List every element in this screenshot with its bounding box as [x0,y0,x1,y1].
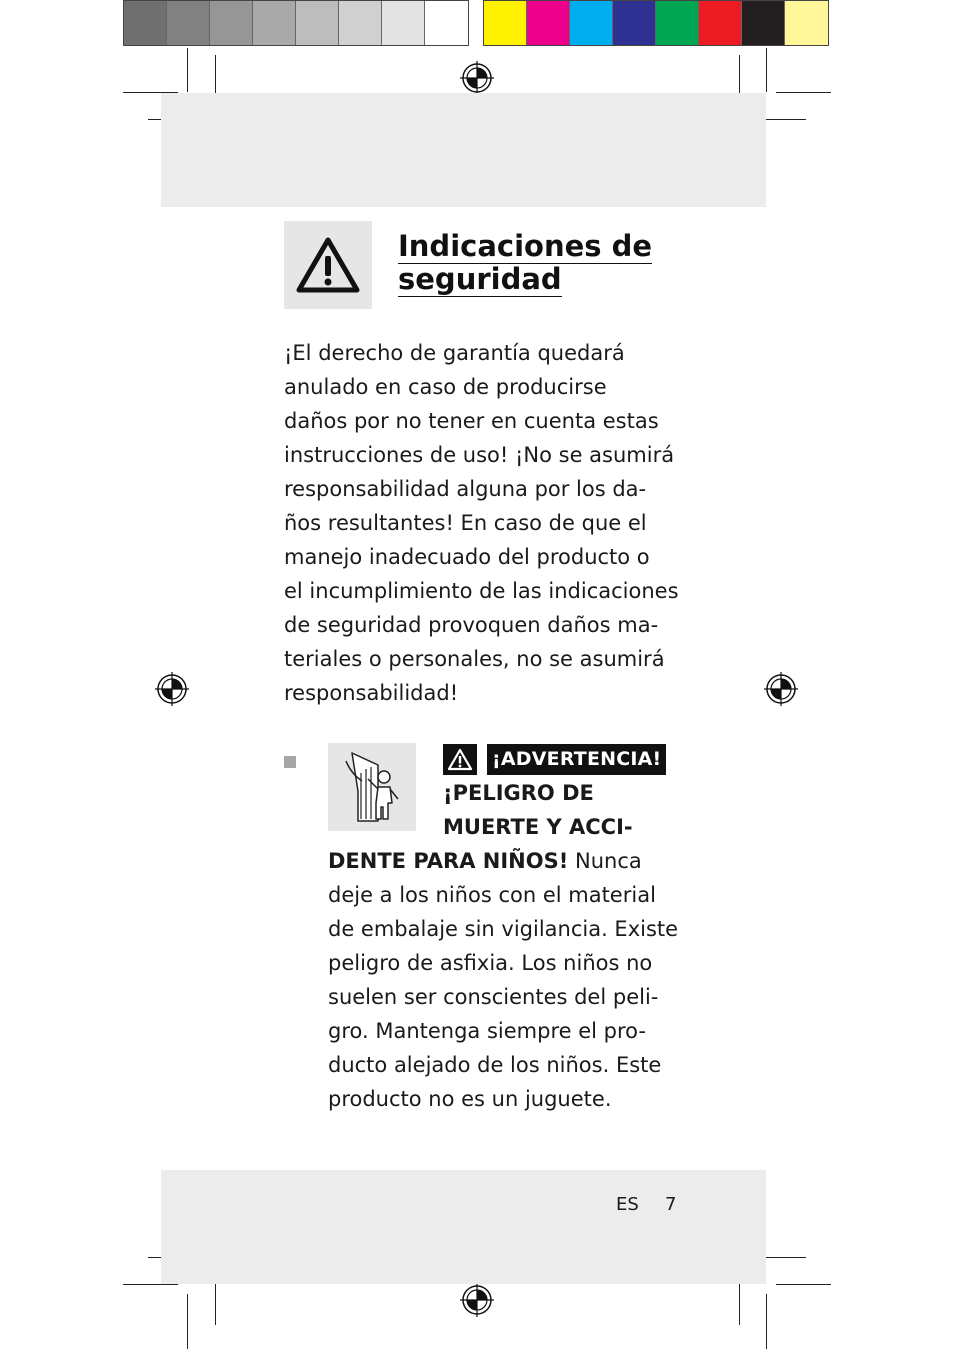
paragraph-line: manejo inadecuado del producto o [284,545,650,569]
crop-mark [215,1279,216,1325]
gray-swatch [124,1,167,45]
gray-swatch [382,1,425,45]
section-title-line: seguridad [398,262,562,296]
color-swatch [785,1,828,45]
warning-heading-text: MUERTE Y ACCI- [443,815,633,839]
color-swatch [656,1,699,45]
paragraph-line: anulado en caso de producirse [284,375,607,399]
warning-body-line: ducto alejado de los niños. Este [328,1053,662,1077]
warning-body-line: de embalaje sin vigilancia. Existe [328,917,679,941]
crop-mark [766,48,767,92]
crop-mark [766,1294,767,1349]
paragraph-line: daños por no tener en cuenta estas [284,409,659,433]
warning-label: ¡ADVERTENCIA! [487,744,666,775]
crop-mark [123,1284,178,1285]
crop-mark [739,1279,740,1325]
gray-swatch [253,1,296,45]
paragraph-line: ños resultantes! En caso de que el [284,511,647,535]
page-number: 7 [665,1194,677,1215]
crop-mark [759,1257,806,1258]
color-swatch [484,1,527,45]
color-swatch [699,1,742,45]
color-swatch [527,1,570,45]
warning-body-line [328,844,678,878]
header-band [161,93,766,207]
paragraph-line: ¡El derecho de garantía quedará [284,341,625,365]
paragraph-line: el incumplimiento de las indicaciones [284,579,679,603]
paragraph-line: teriales o personales, no se asumirá [284,647,665,671]
color-swatch [570,1,613,45]
warning-body-line: peligro de asfixia. Los niños no [328,951,653,975]
paragraph-line: responsabilidad! [284,681,459,705]
footer-band [161,1170,766,1284]
crop-mark [187,1294,188,1349]
warning-triangle-icon [443,744,477,775]
section-title-line: Indicaciones de [398,229,653,263]
gray-swatch [425,1,468,45]
warning-heading-line [443,776,594,810]
section-title [398,230,698,296]
crop-mark [776,92,831,93]
color-swatch [613,1,656,45]
color-swatch [742,1,785,45]
paragraph-line: responsabilidad alguna por los da- [284,477,647,501]
warning-heading-text: DENTE PARA NIÑOS! [328,849,569,873]
color-calibration-bar [483,0,829,46]
gray-swatch [339,1,382,45]
warning-body-line: producto no es un juguete. [328,1087,612,1111]
warning-triangle-icon [284,221,372,309]
warning-label-row [443,743,666,776]
gray-calibration-bar [123,0,469,46]
registration-mark-icon [460,61,494,95]
warning-body-line: gro. Mantenga siempre el pro- [328,1019,646,1043]
language-code: ES [616,1194,639,1215]
bullet-square [284,756,296,768]
gray-swatch [210,1,253,45]
crop-mark [187,48,188,92]
paragraph-line: de seguridad provoquen daños ma- [284,613,659,637]
warranty-paragraph [284,336,694,710]
crop-mark [759,119,806,120]
warning-heading-text: ¡PELIGRO DE [443,781,594,805]
child-suffocation-hazard-icon [328,743,416,831]
paragraph-line: instrucciones de uso! ¡No se asumirá [284,443,675,467]
crop-mark [776,1284,831,1285]
registration-mark-icon [155,672,189,706]
warning-body [328,844,678,1116]
registration-mark-icon [764,672,798,706]
warning-body-line: suelen ser conscientes del peli- [328,985,659,1009]
warning-heading-line [443,810,633,844]
gray-swatch [296,1,339,45]
registration-mark-icon [460,1283,494,1317]
gray-swatch [167,1,210,45]
warning-body-line: deje a los niños con el material [328,883,656,907]
warning-body-text: Nunca [568,849,642,873]
